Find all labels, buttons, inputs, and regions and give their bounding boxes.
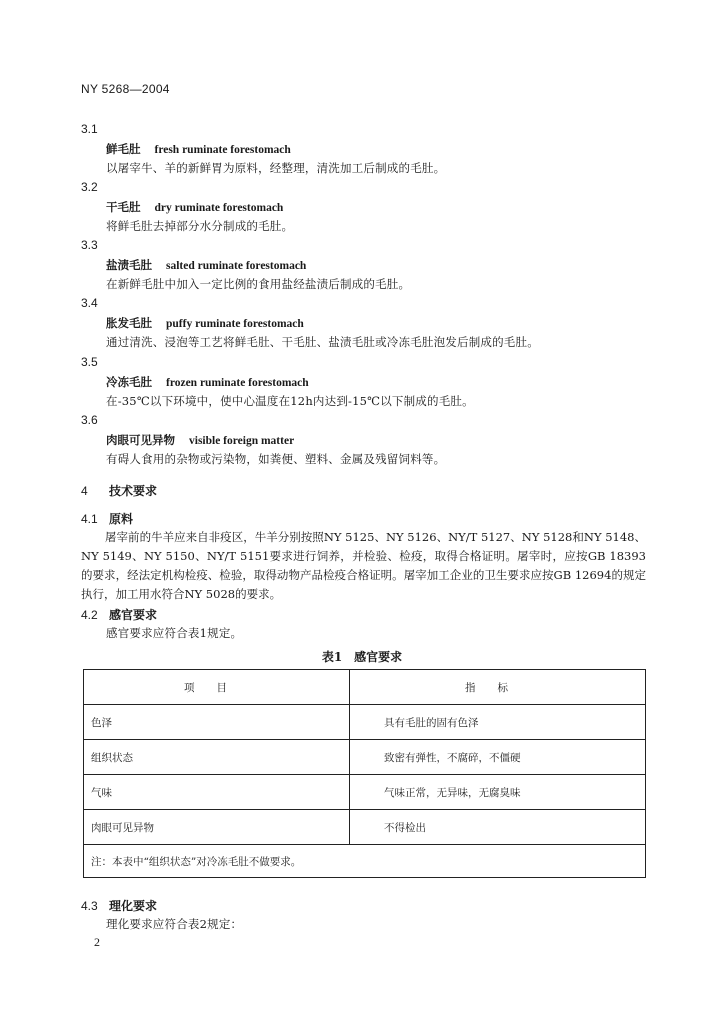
term-number: 3.4 (81, 296, 98, 310)
subsection-heading (81, 510, 133, 527)
table-header-row (84, 670, 646, 705)
term-cn: 冷冻毛肚 (106, 375, 152, 389)
term-title (106, 374, 309, 390)
section-title: 理化要求 (109, 899, 158, 913)
section-heading (81, 482, 157, 499)
table-cell: 具有毛肚的固有色泽 (350, 705, 646, 740)
term-en: puffy ruminate forestomach (166, 318, 304, 330)
term-en: salted ruminate forestomach (166, 260, 307, 272)
term-number: 3.3 (81, 238, 98, 252)
term-cn: 盐渍毛肚 (106, 258, 152, 272)
table-row (84, 775, 646, 810)
term-title (106, 199, 283, 215)
section-title: 原料 (109, 512, 134, 526)
sensory-requirements-table (83, 669, 646, 878)
section-title: 技术要求 (109, 484, 158, 498)
term-definition: 在新鲜毛肚中加入一定比例的食用盐经盐渍后制成的毛肚。 (106, 277, 411, 291)
section-title: 感官要求 (109, 608, 158, 622)
section-number: 4.1 (81, 512, 98, 526)
table-header: 项目 (84, 670, 350, 705)
term-en: fresh ruminate forestomach (154, 144, 291, 156)
table-row (84, 740, 646, 775)
term-title (106, 257, 306, 273)
table-cell: 致密有弹性，不腐碎，不僵硬 (350, 740, 646, 775)
table-row (84, 810, 646, 845)
section-number: 4.3 (81, 899, 98, 913)
term-title (106, 141, 291, 157)
term-definition: 以屠宰牛、羊的新鲜胃为原料，经整理，清洗加工后制成的毛肚。 (106, 161, 446, 175)
paragraph-text: 感官要求应符合表1规定。 (106, 626, 243, 640)
section-number: 4.2 (81, 608, 98, 622)
term-number: 3.6 (81, 413, 98, 427)
table-cell: 色泽 (84, 705, 350, 740)
term-number: 3.5 (81, 355, 98, 369)
term-definition: 有碍人食用的杂物或污染物，如粪便、塑料、金属及残留饲料等。 (106, 452, 446, 466)
subsection-heading (81, 897, 157, 914)
table-cell: 气味 (84, 775, 350, 810)
term-cn: 鲜毛肚 (106, 142, 141, 156)
standard-number: NY 5268—2004 (81, 82, 170, 96)
paragraph-text: 屠宰前的牛羊应来自非疫区，牛羊分别按照NY 5125、NY 5126、NY/T 5127、NY 5128和NY 5148、NY 5149、NY 5150、NY/T 5151要求进行饲养，并检验、检疫，取得合格证明。屠宰时，应按GB 18393的要求，经法定机构检疫、检验，取得动物产品检疫合格证明。屠宰加工企业的卫生要求应按GB 12694的规定执行，加工用水符合NY 5028的要求。 (81, 530, 646, 601)
term-cn: 胀发毛肚 (106, 316, 152, 330)
paragraph-text: 理化要求应符合表2规定： (106, 917, 243, 931)
term-cn: 干毛肚 (106, 200, 141, 214)
table-caption: 表1 感官要求 (321, 650, 403, 664)
term-en: visible foreign matter (189, 435, 295, 447)
table-cell: 不得检出 (350, 810, 646, 845)
page-number: 2 (94, 935, 100, 949)
term-en: dry ruminate forestomach (154, 202, 284, 214)
term-number: 3.1 (81, 122, 98, 136)
term-title (106, 432, 294, 448)
table-header: 指标 (350, 670, 646, 705)
term-definition: 在-35℃以下环境中，使中心温度在12h内达到-15℃以下制成的毛肚。 (106, 394, 474, 408)
term-number: 3.2 (81, 180, 98, 194)
subsection-heading (81, 606, 157, 623)
table-row (84, 705, 646, 740)
table-cell: 气味正常，无异味，无腐臭味 (350, 775, 646, 810)
section-number: 4 (81, 484, 88, 498)
term-cn: 肉眼可见异物 (106, 433, 175, 447)
table-note: 注：本表中“组织状态”对冷冻毛肚不做要求。 (84, 845, 646, 878)
table-cell: 肉眼可见异物 (84, 810, 350, 845)
table-cell: 组织状态 (84, 740, 350, 775)
table-note-row (84, 845, 646, 878)
term-en: frozen ruminate forestomach (166, 377, 309, 389)
paragraph (81, 528, 646, 604)
term-definition: 通过清洗、浸泡等工艺将鲜毛肚、干毛肚、盐渍毛肚或冷冻毛肚泡发后制成的毛肚。 (106, 335, 539, 349)
term-title (106, 315, 304, 331)
term-definition: 将鲜毛肚去掉部分水分制成的毛肚。 (106, 219, 294, 233)
